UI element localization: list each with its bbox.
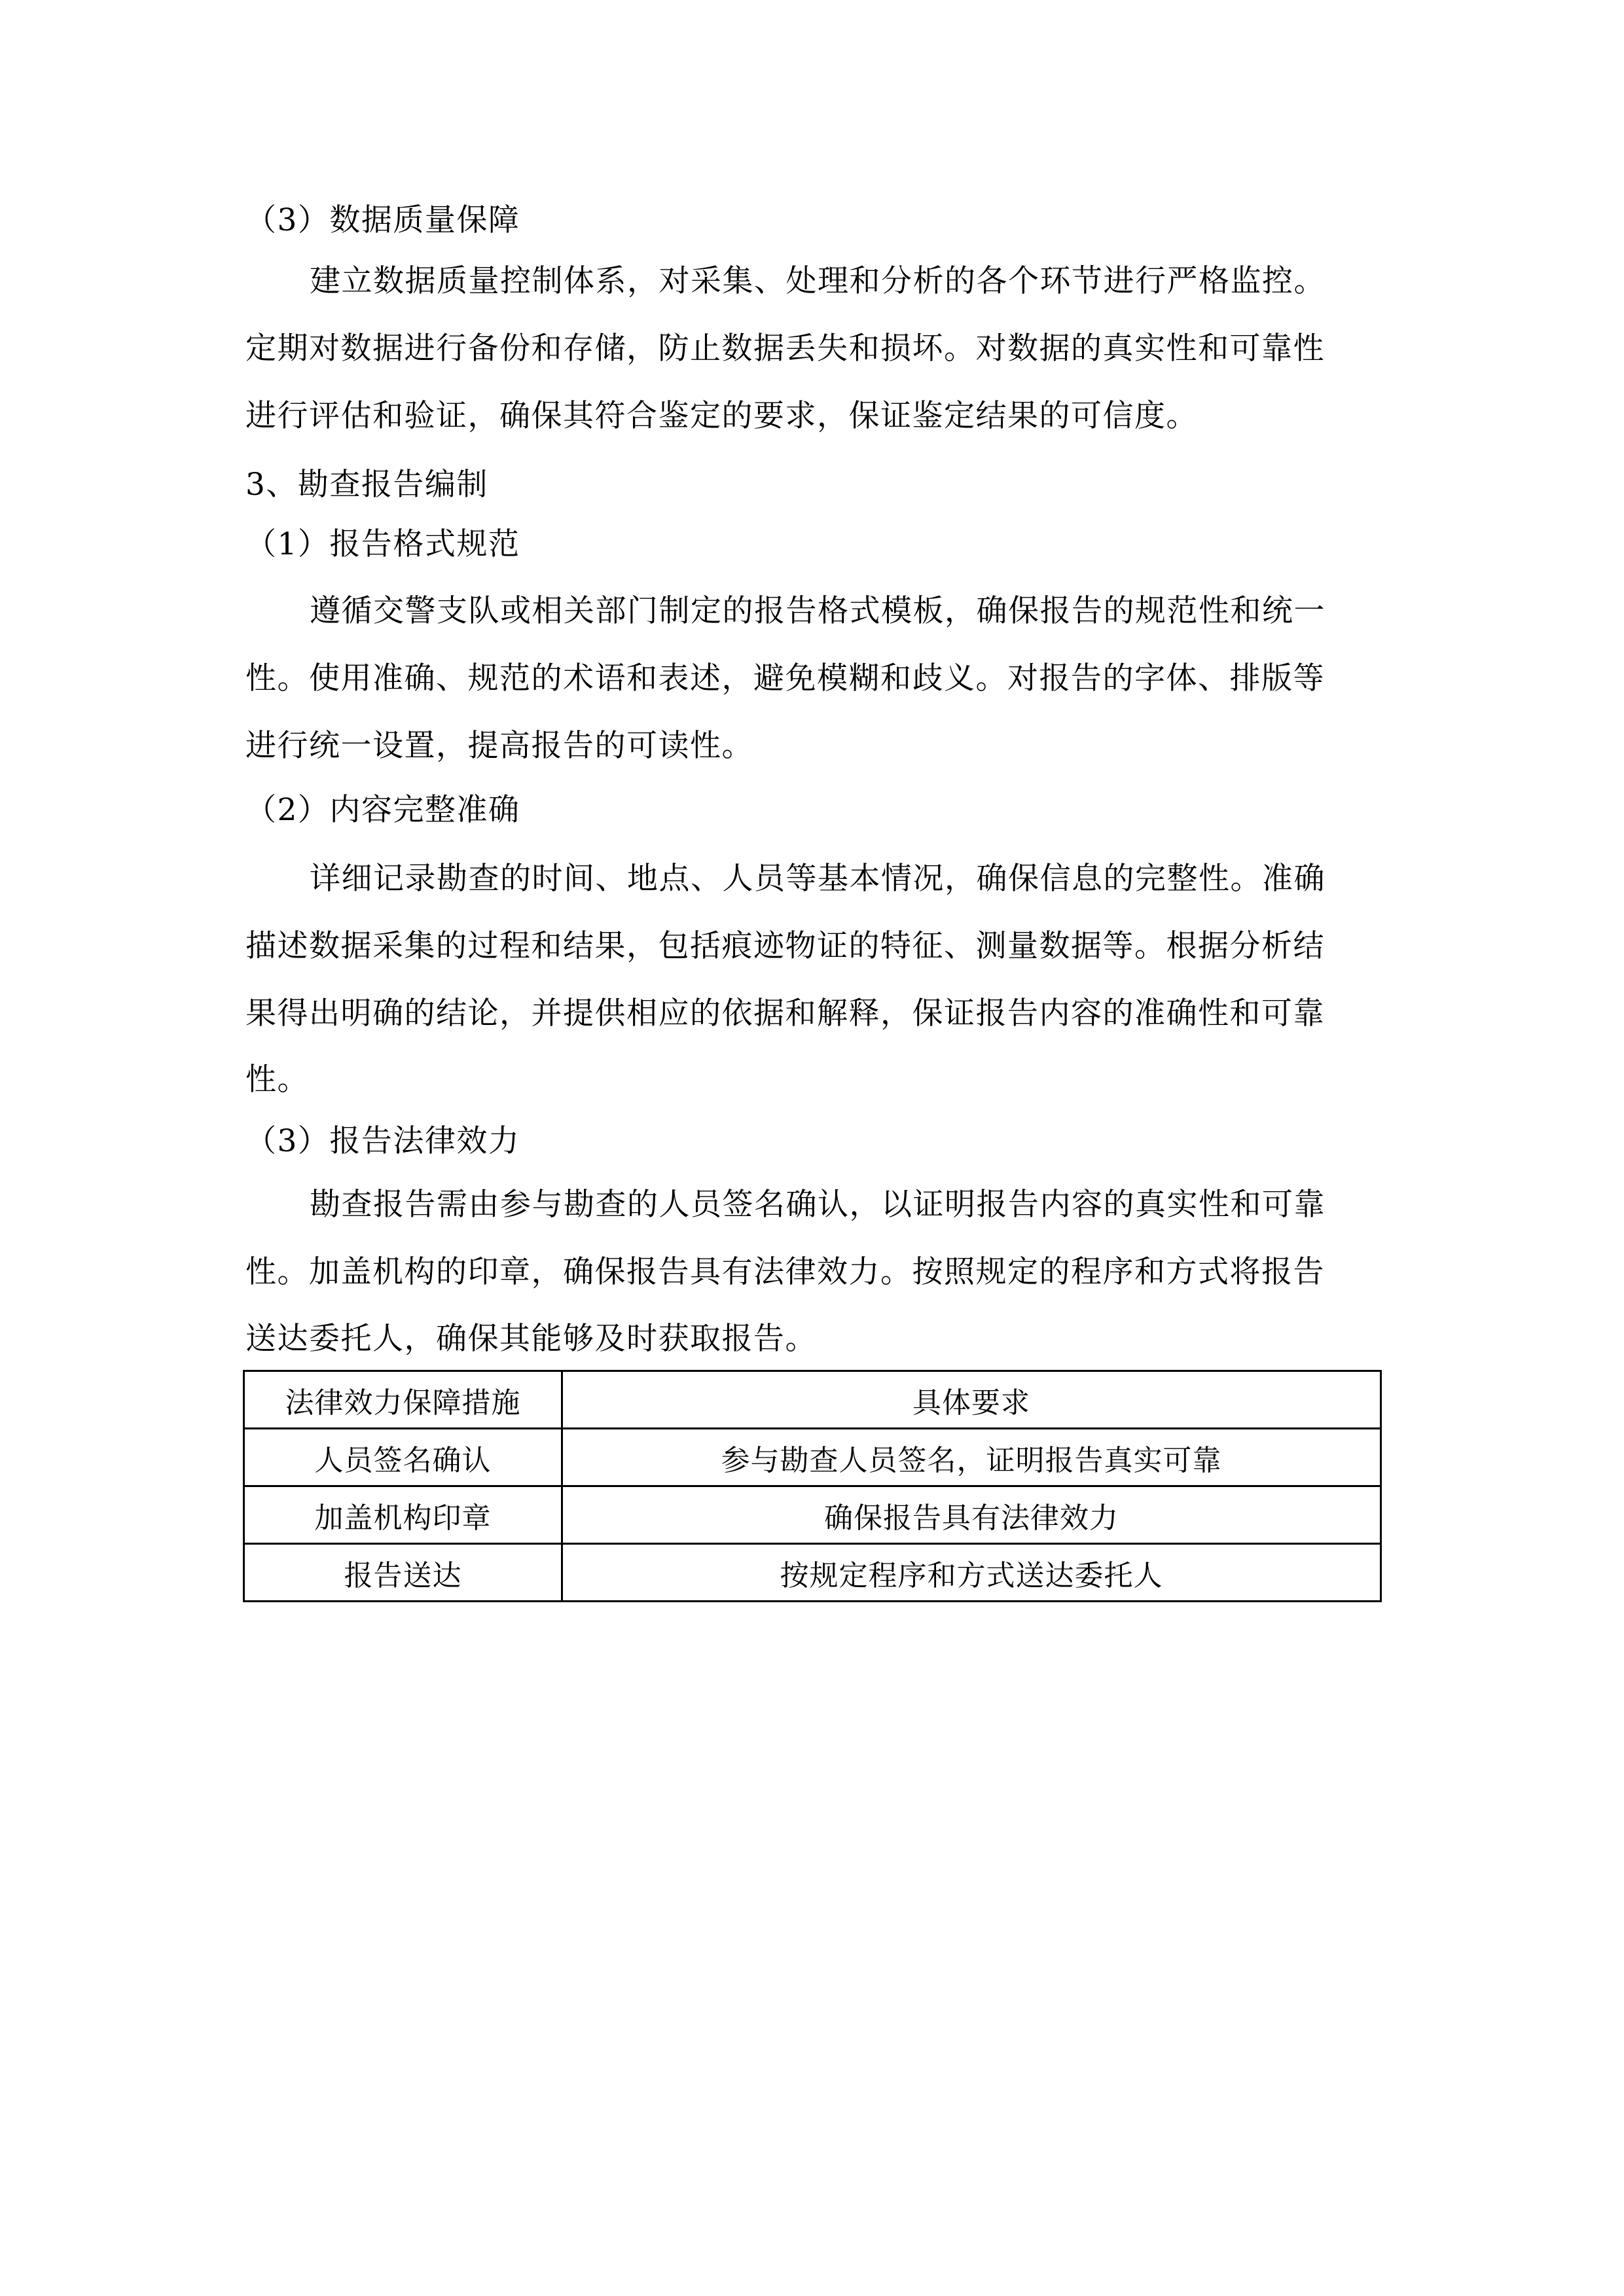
paragraph-line: 建立数据质量控制体系，对采集、处理和分析的各个环节进行严格监控。 [310, 263, 1326, 299]
table-row [244, 1544, 1381, 1602]
legal-effect-measures-table [243, 1370, 1382, 1602]
table-cell: 按规定程序和方式送达委托人 [562, 1544, 1381, 1602]
paragraph-line: 性。加盖机构的印章，确保报告具有法律效力。按照规定的程序和方式将报告 [245, 1254, 1325, 1290]
paragraph-line: 送达委托人，确保其能够及时获取报告。 [245, 1321, 817, 1357]
paragraph-line: 描述数据采集的过程和结果，包括痕迹物证的特征、测量数据等。根据分析结 [245, 928, 1325, 964]
table-cell: 确保报告具有法律效力 [562, 1486, 1381, 1544]
paragraph-line: 果得出明确的结论，并提供相应的依据和解释，保证报告内容的准确性和可靠 [245, 996, 1325, 1031]
paragraph-line: 勘查报告需由参与勘查的人员签名确认，以证明报告内容的真实性和可靠 [310, 1187, 1326, 1223]
table-cell: 人员签名确认 [244, 1429, 562, 1486]
subsection-heading-format: （1）报告格式规范 [245, 526, 520, 562]
paragraph-line: 详细记录勘查的时间、地点、人员等基本情况，确保信息的完整性。准确 [310, 861, 1326, 897]
paragraph-line: 进行评估和验证，确保其符合鉴定的要求，保证鉴定结果的可信度。 [245, 398, 1198, 434]
subsection-heading-content: （2）内容完整准确 [245, 792, 520, 828]
subsection-heading-legal-effect: （3）报告法律效力 [245, 1123, 520, 1159]
table-cell: 加盖机构印章 [244, 1486, 562, 1544]
paragraph-line: 遵循交警支队或相关部门制定的报告格式模板，确保报告的规范性和统一 [310, 593, 1326, 629]
paragraph-line: 定期对数据进行备份和存储，防止数据丢失和损坏。对数据的真实性和可靠性 [245, 331, 1325, 367]
table-row [244, 1429, 1381, 1486]
table-header-row [244, 1371, 1381, 1429]
section-heading-report-compilation: 3、勘查报告编制 [245, 467, 488, 503]
paragraph-line: 性。 [245, 1062, 309, 1098]
paragraph-line: 进行统一设置，提高报告的可读性。 [245, 728, 753, 764]
section-heading-data-quality: （3）数据质量保障 [245, 202, 520, 238]
table-header-cell: 法律效力保障措施 [244, 1371, 562, 1429]
paragraph-line: 性。使用准确、规范的术语和表述，避免模糊和歧义。对报告的字体、排版等 [245, 660, 1325, 696]
table-cell: 报告送达 [244, 1544, 562, 1602]
table-cell: 参与勘查人员签名，证明报告真实可靠 [562, 1429, 1381, 1486]
table-row [244, 1486, 1381, 1544]
table-header-cell: 具体要求 [562, 1371, 1381, 1429]
